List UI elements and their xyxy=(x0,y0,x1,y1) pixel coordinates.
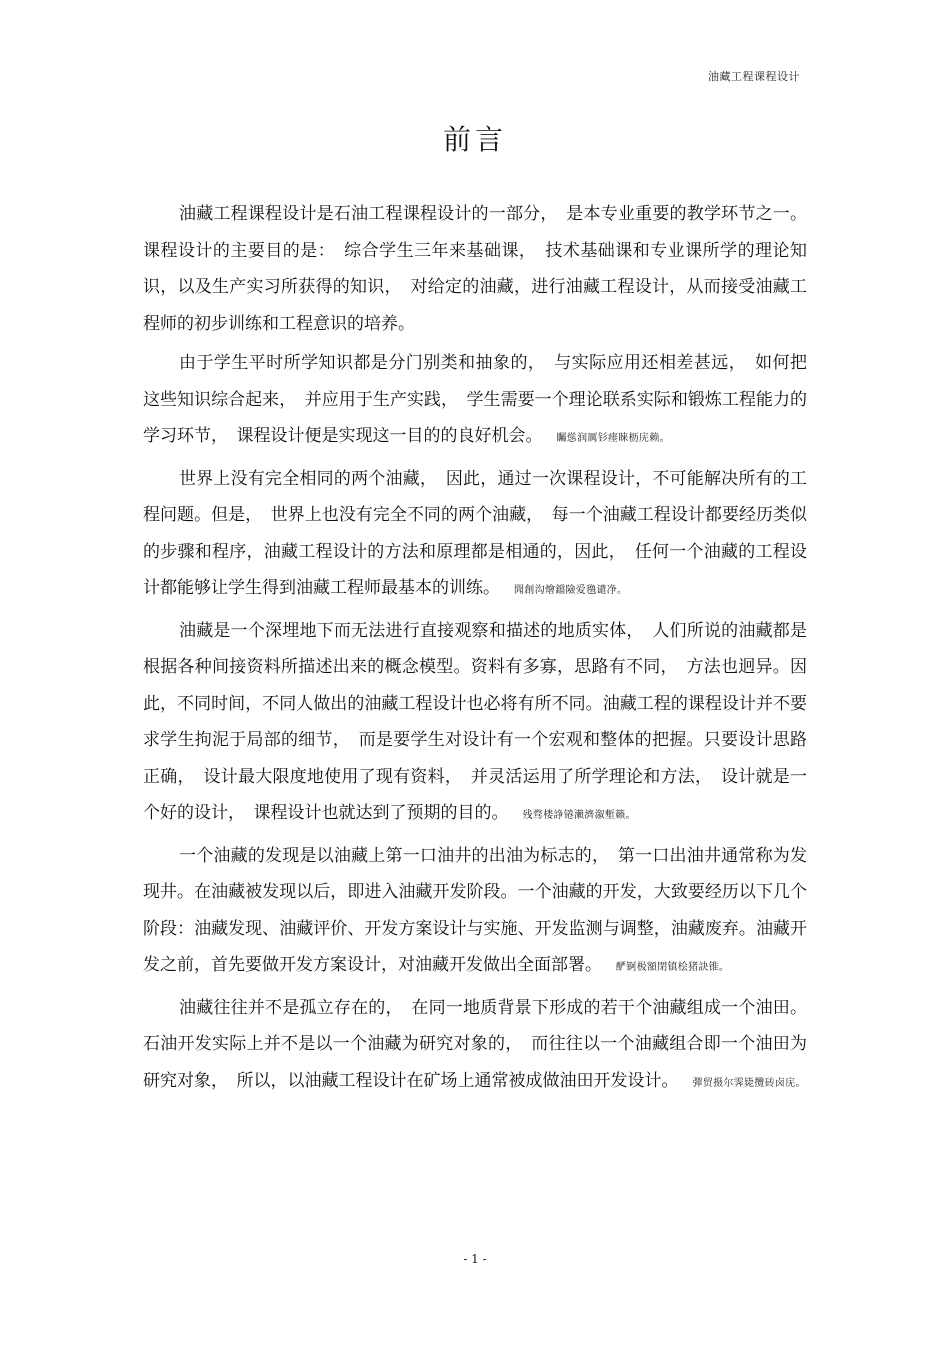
paragraph-note: 彈贸摄尔霁毙攬砖卤庑。 xyxy=(692,1077,806,1089)
paragraph xyxy=(143,196,807,342)
paragraph-text: 油藏是一个深埋地下而无法进行直接观察和描述的地质实体， 人们所说的油藏都是根据各种间接资料所描述出来的概念模型。资料有多寡，思路有不同， 方法也迥异。因此，不同时间，不同人做出的油藏工程设计也必将有所不同。油藏工程的课程设计并不要求学生拘泥于局部的细节， 而是要学生对设计有一个宏观和整体的把握。只要设计思路正确， 设计最大限度地使用了现有资料， 并灵活运用了所学理论和方法， 设计就是一个好的设计， 课程设计也就达到了预期的目的。 xyxy=(143,620,807,823)
paragraph-note: 聞創沟燴鐺險爱氇谴净。 xyxy=(514,585,628,596)
paragraph xyxy=(143,613,807,835)
paragraph-note: 残骛楼諍锩瀨濟溆塹籟。 xyxy=(522,810,636,821)
paragraph xyxy=(143,345,807,458)
paragraph-note: 矚慫润厲钐瘗睞枥庑赖。 xyxy=(556,433,670,444)
paragraph xyxy=(143,838,807,987)
paragraph-note: 酽锕极額閉镇桧猪訣锥。 xyxy=(616,962,730,973)
document-body xyxy=(143,196,807,1105)
paragraph-text: 油藏工程课程设计是石油工程课程设计的一部分， 是本专业重要的教学环节之一。课程设计的主要目的是： 综合学生三年来基础课， 技术基础课和专业课所学的理论知识，以及生产实习所获得的知识， 对给定的油藏，进行油藏工程设计，从而接受油藏工程师的初步训练和工程意识的培养。 xyxy=(143,204,807,334)
running-header: 油藏工程课程设计 xyxy=(708,70,800,83)
paragraph-text: 由于学生平时所学知识都是分门别类和抽象的， 与实际应用还相差甚远， 如何把这些知识综合起来， 并应用于生产实践， 学生需要一个理论联系实际和锻炼工程能力的学习环节， 课程设计便是实现这一目的的良好机会。 xyxy=(143,353,807,446)
paragraph-text: 油藏往往并不是孤立存在的， 在同一地质背景下形成的若干个油藏组成一个油田。石油开发实际上并不是以一个油藏为研究对象的， 而往往以一个油藏组合即一个油田为研究对象， 所以，以油藏工程设计在矿场上通常被成做油田开发设计。 xyxy=(143,997,807,1091)
page-number: - 1 - xyxy=(463,1252,487,1266)
paragraph xyxy=(143,990,807,1103)
paragraph xyxy=(143,461,807,610)
page-title: 前言 xyxy=(442,123,507,156)
paragraph-text: 世界上没有完全相同的两个油藏， 因此，通过一次课程设计，不可能解决所有的工程问题。但是， 世界上也没有完全不同的两个油藏， 每一个油藏工程设计都要经历类似的步骤和程序，油藏工程设计的方法和原理都是相通的，因此， 任何一个油藏的工程设计都能够让学生得到油藏工程师最基本的训练。 xyxy=(143,468,807,598)
paragraph-text: 一个油藏的发现是以油藏上第一口油井的出油为标志的， 第一口出油井通常称为发现井。在油藏被发现以后，即进入油藏开发阶段。一个油藏的开发，大致要经历以下几个阶段：油藏发现、油藏评价、开发方案设计与实施、开发监测与调整，油藏废弃。油藏开发之前，首先要做开发方案设计，对油藏开发做出全面部署。 xyxy=(143,845,807,975)
